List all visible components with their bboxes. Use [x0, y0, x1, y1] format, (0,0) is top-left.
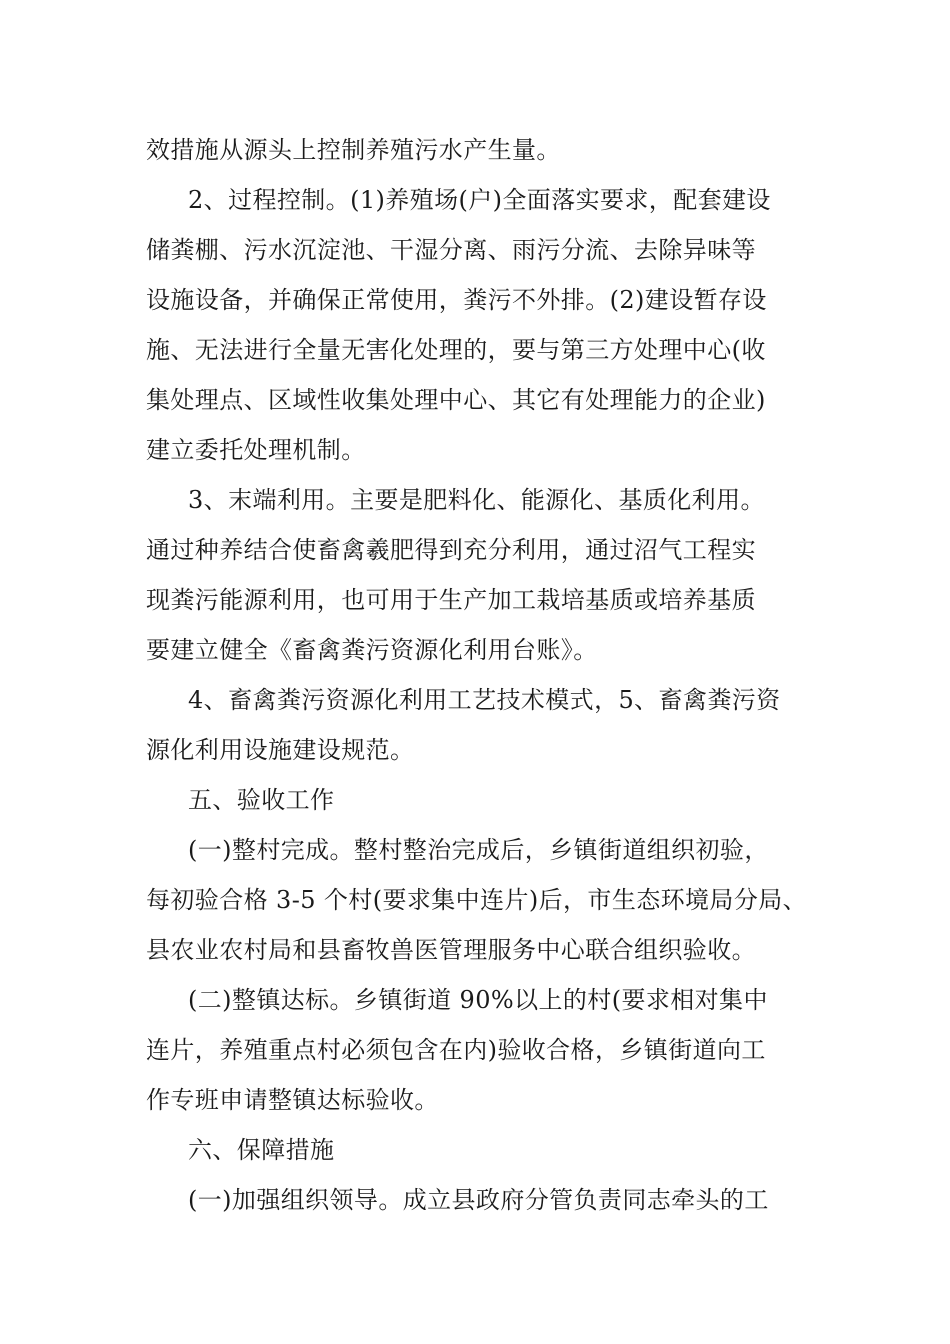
- text-line: 效措施从源头上控制养殖污水产生量。: [146, 136, 561, 164]
- text-line: 作专班申请整镇达标验收。: [146, 1086, 439, 1114]
- text-line: (一)加强组织领导。成立县政府分管负责同志牵头的工: [188, 1186, 769, 1214]
- text-line: 3、末端利用。主要是肥料化、能源化、基质化利用。: [188, 486, 765, 514]
- text-line: (二)整镇达标。乡镇街道 90%以上的村(要求相对集中: [188, 986, 768, 1014]
- text-line: 要建立健全《畜禽粪污资源化利用台账》。: [146, 636, 598, 664]
- text-line: 通过种养结合使畜禽羲肥得到充分利用，通过沼气工程实: [146, 536, 756, 564]
- text-line: 储粪棚、污水沉淀池、干湿分离、雨污分流、去除异味等: [146, 236, 756, 264]
- section-heading: 五、验收工作: [188, 786, 335, 814]
- text-line: 源化利用设施建设规范。: [146, 736, 415, 764]
- text-line: 建立委托处理机制。: [146, 436, 366, 464]
- text-line: (一)整村完成。整村整治完成后，乡镇街道组织初验，: [188, 836, 769, 864]
- text-line: 集处理点、区域性收集处理中心、其它有处理能力的企业): [146, 386, 766, 414]
- text-line: 每初验合格 3-5 个村(要求集中连片)后，市生态环境局分局、: [146, 886, 808, 914]
- text-line: 4、畜禽粪污资源化利用工艺技术模式，5、畜禽粪污资: [188, 686, 781, 714]
- text-line: 设施设备，并确保正常使用，粪污不外排。(2)建设暂存设: [146, 286, 767, 314]
- section-heading: 六、保障措施: [188, 1136, 335, 1164]
- text-line: 2、过程控制。(1)养殖场(户)全面落实要求，配套建设: [188, 186, 771, 214]
- text-line: 县农业农村局和县畜牧兽医管理服务中心联合组织验收。: [146, 936, 756, 964]
- text-line: 连片，养殖重点村必须包含在内)验收合格，乡镇街道向工: [146, 1036, 766, 1064]
- text-line: 施、无法进行全量无害化处理的，要与第三方处理中心(收: [146, 336, 766, 364]
- text-line: 现粪污能源利用，也可用于生产加工栽培基质或培养基质: [146, 586, 756, 614]
